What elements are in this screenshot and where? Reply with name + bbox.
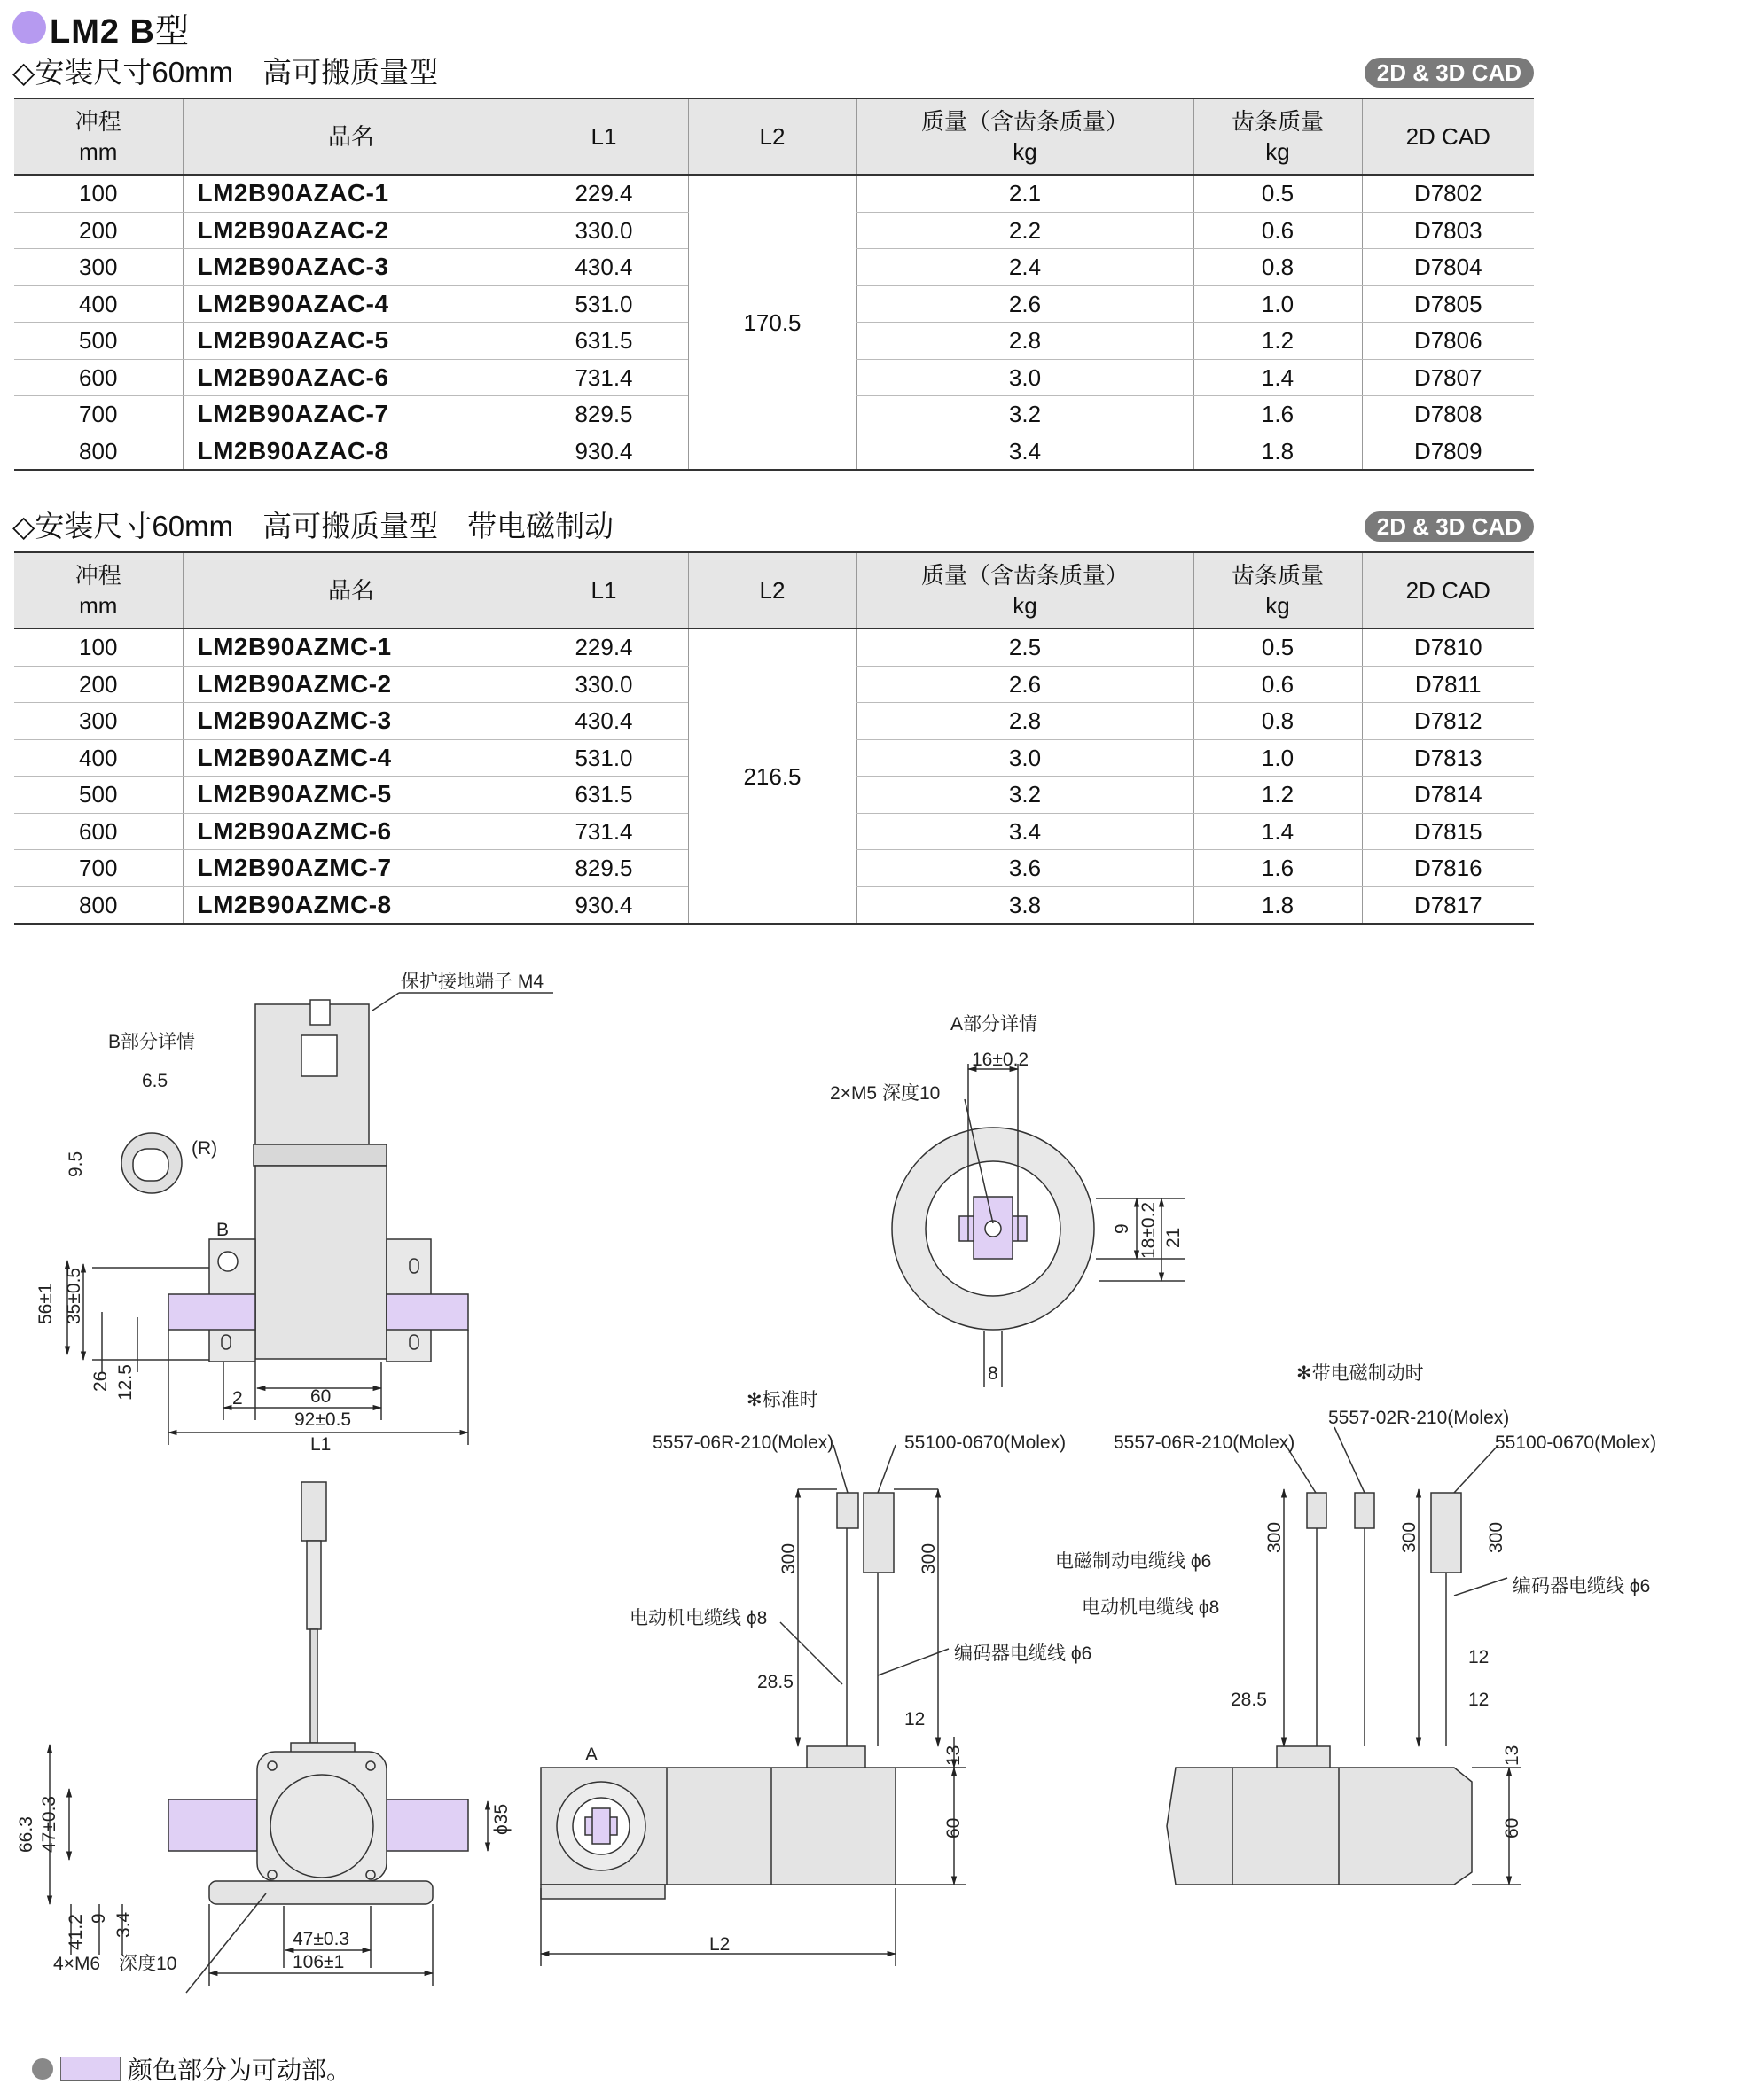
legend-dot-icon [32,2058,53,2080]
model-name: LM2B90AZMC-6 [183,813,520,850]
dim-2: 2 [232,1388,243,1409]
dim-9-b: 9 [89,1913,109,1924]
cad-number[interactable]: D7816 [1362,850,1534,887]
cad-number[interactable]: D7806 [1362,323,1534,360]
label-cable-motor-1: 电动机电缆线 ϕ8 [630,1608,768,1628]
label-conn-encoder-2: 55100-0670(Molex) [1495,1433,1657,1453]
label-conn-encoder-1: 55100-0670(Molex) [904,1433,1067,1453]
section-header-2 [12,507,1534,546]
dim-phi35: ϕ35 [491,1803,512,1835]
dim-21: 21 [1163,1227,1184,1248]
label-ground-terminal: 保护接地端子 M4 [401,972,544,992]
model-name: LM2B90AZAC-6 [183,359,520,396]
cad-number[interactable]: D7803 [1362,212,1534,249]
dim-47-v: 47±0.3 [39,1795,59,1853]
label-conn-motor-1: 5557-06R-210(Molex) [653,1433,834,1453]
l2-value: 170.5 [688,175,856,470]
dim-28-5-a: 28.5 [757,1672,794,1692]
label-b: B [216,1220,230,1240]
dim-8: 8 [988,1363,998,1384]
dim-12-a: 12 [904,1709,926,1729]
cad-badge-2[interactable]: 2D & 3D CAD [1365,511,1534,542]
dim-300-a: 300 [778,1542,799,1574]
dim-60: 60 [310,1386,332,1407]
model-name: LM2B90AZMC-8 [183,886,520,924]
table-row: 600 LM2B90AZMC-6 731.4 3.4 1.4 D7815 [14,813,1534,850]
legend-text: 颜色部分为可动部。 [128,2057,352,2084]
label-cable-motor-2: 电动机电缆线 ϕ8 [1082,1597,1220,1618]
dim-300-d: 300 [1399,1521,1420,1553]
table-row: 400 LM2B90AZMC-4 531.0 3.0 1.0 D7813 [14,739,1534,777]
model-name: LM2B90AZMC-3 [183,703,520,740]
cad-number[interactable]: D7812 [1362,703,1534,740]
table-row: 800 LM2B90AZAC-8 930.4 3.4 1.8 D7809 [14,433,1534,470]
model-name: LM2B90AZAC-1 [183,175,520,212]
model-name: LM2B90AZAC-7 [183,396,520,433]
cad-number[interactable]: D7810 [1362,628,1534,666]
label-tap-base: 4×M6 深度10 [53,1954,177,1974]
cad-number[interactable]: D7804 [1362,249,1534,286]
dim-300-c: 300 [1264,1521,1285,1553]
dim-300-e: 300 [1486,1521,1506,1553]
dim-13-b: 13 [1502,1745,1522,1766]
legend-swatch [60,2057,121,2081]
dim-12-c: 12 [1468,1690,1490,1710]
title-bullet-icon [12,11,46,44]
col-stroke: 冲程 mm [14,98,183,175]
label-cable-brake: 电磁制动电缆线 ϕ6 [1055,1551,1212,1572]
label-standard: ✻标准时 [747,1390,818,1410]
dim-16: 16±0.2 [972,1050,1029,1070]
table-row: 500 LM2B90AZMC-5 631.5 3.2 1.2 D7814 [14,777,1534,814]
cad-number[interactable]: D7817 [1362,886,1534,924]
model-name: LM2B90AZAC-5 [183,323,520,360]
dim-92: 92±0.5 [294,1409,352,1430]
model-name: LM2B90AZMC-7 [183,850,520,887]
dim-3-4: 3.4 [113,1911,134,1938]
dim-9-5: 9.5 [66,1151,86,1177]
table-row: 500 LM2B90AZAC-5 631.5 2.8 1.2 D7806 [14,323,1534,360]
dimension-drawing [0,957,1752,2021]
model-name: LM2B90AZAC-2 [183,212,520,249]
table-row: 700 LM2B90AZAC-7 829.5 3.2 1.6 D7808 [14,396,1534,433]
page-title [12,7,191,51]
cad-number[interactable]: D7808 [1362,396,1534,433]
col-mass: 质量（含齿条质量） kg [856,552,1193,628]
model-name: LM2B90AZMC-2 [183,666,520,703]
model-name: LM2B90AZAC-3 [183,249,520,286]
table-header [14,552,1534,628]
table-row: 800 LM2B90AZMC-8 930.4 3.8 1.8 D7817 [14,886,1534,924]
dim-12-b: 12 [1468,1647,1490,1667]
col-model: 品名 [183,98,520,175]
col-model: 品名 [183,552,520,628]
side-view-standard [541,1445,966,1966]
label-a: A [585,1745,598,1765]
dim-9: 9 [1112,1223,1132,1234]
table-row: 100 LM2B90AZAC-1 229.4 170.5 2.1 0.5 D7802 [14,175,1534,212]
table-row: 200 LM2B90AZAC-2 330.0 2.2 0.6 D7803 [14,212,1534,249]
l2-value: 216.5 [688,628,856,924]
label-detail-b: B部分详情 [108,1032,196,1052]
title-text: LM2 B型 [50,12,191,51]
spec-table-2 [14,551,1534,925]
dim-41-2: 41.2 [66,1914,86,1950]
table-row: 700 LM2B90AZMC-7 829.5 3.6 1.6 D7816 [14,850,1534,887]
dim-l1: L1 [310,1434,332,1455]
table-row: 300 LM2B90AZMC-3 430.4 2.8 0.8 D7812 [14,703,1534,740]
label-conn-brake: 5557-02R-210(Molex) [1328,1408,1510,1428]
cad-number[interactable]: D7807 [1362,359,1534,396]
dim-13-a: 13 [943,1745,964,1766]
col-l2: L2 [688,98,856,175]
table-row: 300 LM2B90AZAC-3 430.4 2.4 0.8 D7804 [14,249,1534,286]
dim-12-5: 12.5 [115,1364,136,1401]
cad-number[interactable]: D7814 [1362,777,1534,814]
cad-number[interactable]: D7813 [1362,739,1534,777]
label-r: (R) [192,1138,218,1159]
dim-18: 18±0.2 [1138,1201,1159,1259]
cad-badge-1[interactable]: 2D & 3D CAD [1365,58,1534,88]
cad-number[interactable]: D7805 [1362,285,1534,323]
model-name: LM2B90AZAC-4 [183,285,520,323]
col-rack-mass: 齿条质量 kg [1193,552,1362,628]
dim-47-h: 47±0.3 [293,1929,350,1949]
table-row: 100 LM2B90AZMC-1 229.4 216.5 2.5 0.5 D7810 [14,628,1534,666]
model-name: LM2B90AZMC-4 [183,739,520,777]
dim-l2: L2 [709,1934,731,1955]
col-2d-cad: 2D CAD [1362,552,1534,628]
dim-56: 56±1 [35,1283,56,1324]
cad-number[interactable]: D7815 [1362,813,1534,850]
col-rack-mass: 齿条质量 kg [1193,98,1362,175]
dim-6-5: 6.5 [142,1071,168,1091]
dim-35: 35±0.5 [64,1267,84,1324]
table-header [14,98,1534,175]
dim-106: 106±1 [293,1952,345,1972]
dim-26: 26 [90,1370,111,1392]
label-conn-motor-2: 5557-06R-210(Molex) [1114,1433,1295,1453]
cad-number[interactable]: D7811 [1362,666,1534,703]
model-name: LM2B90AZMC-1 [183,628,520,666]
col-l1: L1 [520,552,688,628]
spec-table-1 [14,98,1534,471]
section-header-1 [12,53,1534,92]
col-2d-cad: 2D CAD [1362,98,1534,175]
section-title-1: ◇安装尺寸60mm 高可搬质量型 [12,56,439,89]
dim-300-b: 300 [919,1542,939,1574]
label-cable-encoder-2: 编码器电缆线 ϕ6 [1513,1576,1651,1596]
label-cable-encoder-1: 编码器电缆线 ϕ6 [954,1643,1092,1664]
model-name: LM2B90AZMC-5 [183,777,520,814]
col-stroke: 冲程 mm [14,552,183,628]
side-view-top [67,993,553,1445]
col-l2: L2 [688,552,856,628]
dim-60-b: 60 [1502,1817,1522,1838]
table-row: 600 LM2B90AZAC-6 731.4 3.0 1.4 D7807 [14,359,1534,396]
dim-28-5-b: 28.5 [1231,1690,1267,1710]
label-brake: ✻带电磁制动时 [1296,1363,1424,1384]
col-l1: L1 [520,98,688,175]
cad-number[interactable]: D7809 [1362,433,1534,470]
label-tap-a: 2×M5 深度10 [830,1083,941,1104]
label-detail-a: A部分详情 [950,1014,1038,1034]
model-name: LM2B90AZAC-8 [183,433,520,470]
legend [32,2051,351,2087]
col-mass: 质量（含齿条质量） kg [856,98,1193,175]
cad-number[interactable]: D7802 [1362,175,1534,212]
dim-60-a: 60 [943,1817,964,1838]
dim-66-3: 66.3 [16,1816,36,1853]
table-row: 400 LM2B90AZAC-4 531.0 2.6 1.0 D7805 [14,285,1534,323]
section-title-2: ◇安装尺寸60mm 高可搬质量型 带电磁制动 [12,510,614,543]
table-row: 200 LM2B90AZMC-2 330.0 2.6 0.6 D7811 [14,666,1534,703]
